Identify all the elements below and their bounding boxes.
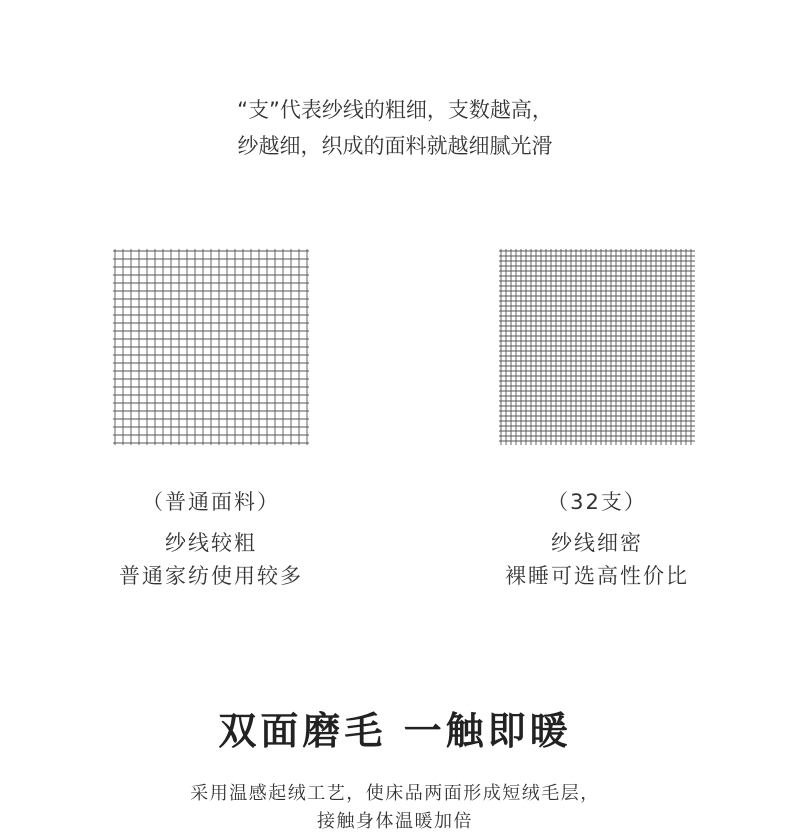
subtext-line-2: 接触身体温暖加倍 bbox=[317, 811, 473, 832]
intro-line-1: “支”代表纱线的粗细，支数越高， bbox=[237, 98, 553, 122]
comparison-desc-32-1: 纱线细密 bbox=[551, 531, 643, 555]
section-headline: 双面磨毛 一触即暖 bbox=[218, 709, 572, 753]
comparison-desc-regular-2: 普通家纺使用较多 bbox=[119, 564, 303, 588]
comparison-column-regular bbox=[61, 485, 361, 593]
comparison-title-32: （32支） bbox=[547, 490, 647, 514]
section-subtext bbox=[0, 780, 790, 836]
comparison-desc-regular-1: 纱线较粗 bbox=[165, 531, 257, 555]
intro-line-2: 纱越细，织成的面料就越细腻光滑 bbox=[237, 134, 553, 158]
comparison-column-32 bbox=[447, 485, 747, 593]
coarse-fabric-grid-illustration bbox=[113, 249, 309, 445]
comparison-title-regular: （普通面料） bbox=[142, 490, 280, 514]
intro-text bbox=[0, 92, 790, 164]
fine-fabric-grid-illustration bbox=[499, 249, 695, 445]
subtext-line-1: 采用温感起绒工艺，使床品两面形成短绒毛层， bbox=[190, 783, 600, 804]
comparison-desc-32-2: 裸睡可选高性价比 bbox=[505, 564, 689, 588]
